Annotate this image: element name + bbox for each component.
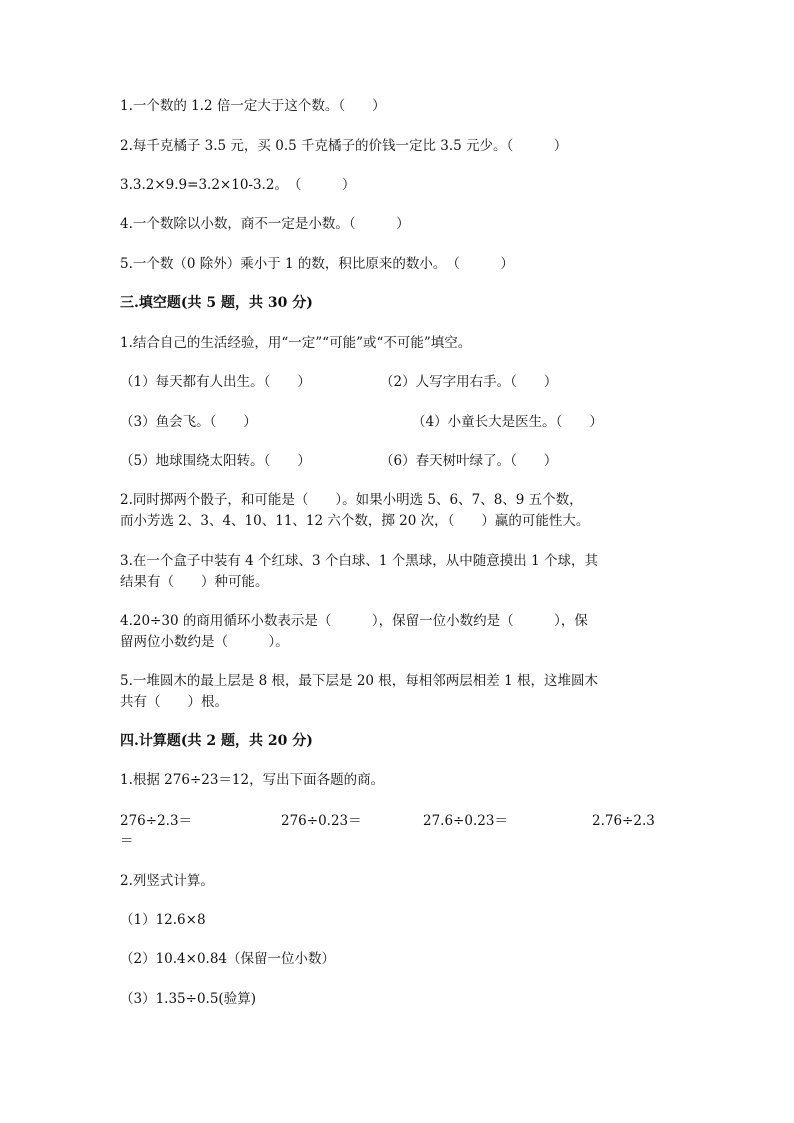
fill-question-1-item-2: （2）人写字用右手。（ ） [380, 374, 558, 390]
fill-question-1-item-4: （4）小童长大是医生。（ ） [412, 414, 603, 430]
calc-expression-3: 27.6÷0.23＝ [423, 813, 508, 829]
calc-section-heading: 四.计算题(共 2 题，共 20 分) [120, 733, 313, 749]
calc-expression-4: 2.76÷2.3 [592, 813, 655, 829]
calc-question-2-item-1: （1）12.6×8 [120, 912, 206, 928]
judgment-question-3: 3.3.2×9.9=3.2×10-3.2。 （ ） [120, 177, 356, 193]
fill-question-1-item-5: （5）地球围绕太阳转。（ ） [120, 453, 311, 469]
fill-section-heading: 三.填空题(共 5 题，共 30 分) [120, 295, 313, 311]
judgment-question-5: 5.一个数（0 除外）乘小于 1 的数，积比原来的数小。 （ ） [120, 256, 514, 272]
judgment-question-1: 1.一个数的 1.2 倍一定大于这个数。（ ） [120, 98, 386, 114]
calc-question-2-item-2: （2）10.4×0.84（保留一位小数） [120, 951, 336, 967]
fill-question-2-line-1: 2.同时掷两个骰子，和可能是（ ）。如果小明选 5、6、7、8、9 五个数， [120, 492, 583, 508]
calc-question-2-stem: 2.列竖式计算。 [120, 873, 214, 889]
judgment-question-2: 2.每千克橘子 3.5 元，买 0.5 千克橘子的价钱一定比 3.5 元少。（ ） [120, 138, 568, 154]
fill-question-3-line-2: 结果有（ ）种可能。 [120, 574, 269, 590]
fill-question-4-line-2: 留两位小数约是（ ）。 [120, 634, 289, 650]
fill-question-2-line-2: 而小芳选 2、3、4、10、11、12 六个数，掷 20 次，（ ）赢的可能性大。 [120, 513, 590, 529]
calc-expression-1: 276÷2.3＝ [120, 813, 193, 829]
calc-question-1-stem: 1.根据 276÷23＝12，写出下面各题的商。 [120, 772, 385, 788]
judgment-question-4: 4.一个数除以小数，商不一定是小数。（ ） [120, 216, 410, 232]
calc-question-2-item-3: （3）1.35÷0.5(验算) [120, 991, 256, 1007]
fill-question-4-line-1: 4.20÷30 的商用循环小数表示是（ ），保留一位小数约是（ ），保 [120, 613, 588, 629]
fill-question-1-item-3: （3）鱼会飞。（ ） [120, 414, 257, 430]
calc-expression-4-equals: ＝ [120, 833, 134, 849]
fill-question-1-item-1: （1）每天都有人出生。（ ） [120, 374, 311, 390]
fill-question-3-line-1: 3.在一个盒子中装有 4 个红球、3 个白球、1 个黑球，从中随意摸出 1 个球，其 [120, 553, 598, 569]
fill-question-5-line-2: 共有（ ）根。 [120, 694, 228, 710]
calc-expression-2: 276÷0.23＝ [281, 813, 362, 829]
fill-question-1-stem: 1.结合自己的生活经验，用“一定”“可能”或“不可能”填空。 [120, 335, 472, 351]
fill-question-1-item-6: （6）春天树叶绿了。（ ） [380, 453, 558, 469]
fill-question-5-line-1: 5.一堆圆木的最上层是 8 根，最下层是 20 根，每相邻两层相差 1 根，这堆圆木 [120, 673, 598, 689]
